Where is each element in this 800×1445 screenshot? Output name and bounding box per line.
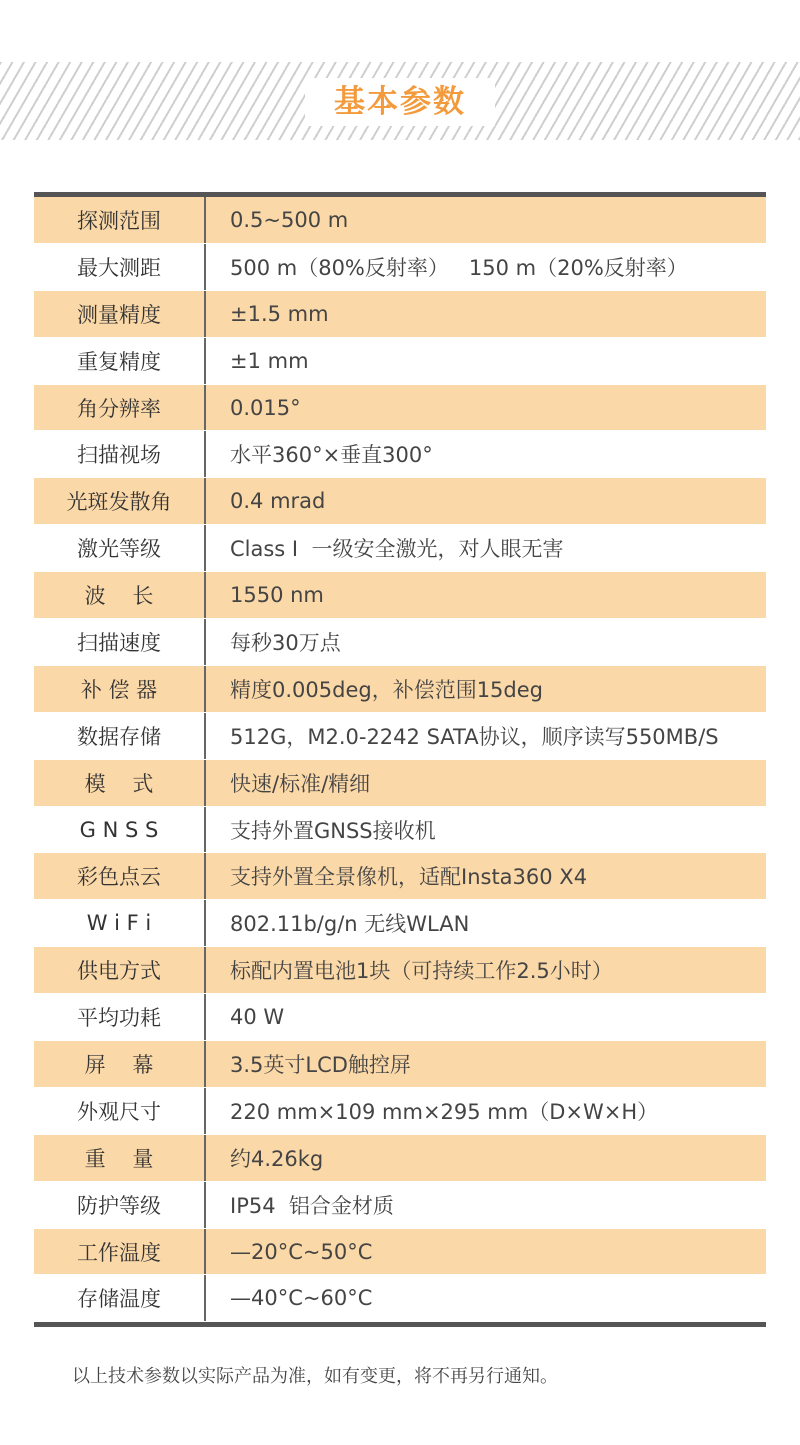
spec-label: 彩色点云 — [34, 853, 206, 899]
spec-row — [34, 291, 766, 338]
spec-row — [34, 1275, 766, 1322]
spec-label: 平均功耗 — [34, 994, 206, 1040]
spec-row — [34, 478, 766, 525]
spec-row — [34, 619, 766, 666]
spec-row — [34, 197, 766, 244]
spec-row — [34, 1182, 766, 1229]
spec-row — [34, 385, 766, 432]
spec-row — [34, 713, 766, 760]
spec-table — [34, 192, 766, 1327]
spec-row — [34, 1088, 766, 1135]
spec-value: 220 mm×109 mm×295 mm（D×W×H） — [230, 1099, 659, 1124]
spec-label: 供电方式 — [34, 947, 206, 993]
spec-row — [34, 994, 766, 1041]
spec-value: 802.11b/g/n 无线WLAN — [230, 912, 470, 937]
spec-value: —20°C~50°C — [230, 1239, 373, 1264]
spec-row — [34, 572, 766, 619]
spec-row — [34, 1229, 766, 1276]
spec-value: Class Ⅰ 一级安全激光，对人眼无害 — [230, 537, 564, 562]
spec-label: 激光等级 — [34, 525, 206, 571]
spec-value: 40 W — [230, 1005, 285, 1030]
spec-value: 支持外置GNSS接收机 — [230, 818, 436, 843]
spec-value: 支持外置全景像机，适配Insta360 X4 — [230, 865, 588, 890]
spec-label: 光斑发散角 — [34, 478, 206, 524]
spec-label: 波 长 — [34, 572, 206, 618]
spec-label: 重 量 — [34, 1135, 206, 1181]
spec-row — [34, 338, 766, 385]
spec-value: 0.015° — [230, 395, 301, 420]
spec-label: W i F i — [34, 900, 206, 946]
spec-value: 3.5英寸LCD触控屏 — [230, 1052, 411, 1077]
spec-value: IP54 铝合金材质 — [230, 1193, 394, 1218]
spec-value: 每秒30万点 — [230, 630, 341, 655]
spec-label: 扫描视场 — [34, 431, 206, 477]
spec-label: 补 偿 器 — [34, 666, 206, 712]
spec-label: 扫描速度 — [34, 619, 206, 665]
spec-value: ±1 mm — [230, 348, 309, 373]
spec-label: G N S S — [34, 807, 206, 853]
spec-value: 0.4 mrad — [230, 489, 326, 514]
spec-label: 模 式 — [34, 760, 206, 806]
spec-value: 精度0.005deg，补偿范围15deg — [230, 677, 543, 702]
spec-label: 最大测距 — [34, 244, 206, 290]
spec-value: 1550 nm — [230, 583, 324, 608]
spec-value: 512G，M2.0-2242 SATA协议，顺序读写550MB/S — [230, 724, 719, 749]
spec-row — [34, 900, 766, 947]
page-title: 基本参数 — [305, 78, 495, 126]
footnote: 以上技术参数以实际产品为准，如有变更，将不再另行通知。 — [72, 1366, 558, 1387]
spec-row — [34, 525, 766, 572]
spec-row — [34, 1135, 766, 1182]
spec-value: ±1.5 mm — [230, 301, 329, 326]
spec-value: —40°C~60°C — [230, 1286, 373, 1311]
spec-label: 重复精度 — [34, 338, 206, 384]
spec-row — [34, 431, 766, 478]
spec-value: 0.5~500 m — [230, 207, 349, 232]
spec-value: 标配内置电池1块（可持续工作2.5小时） — [230, 959, 613, 984]
spec-label: 角分辨率 — [34, 385, 206, 431]
spec-label: 数据存储 — [34, 713, 206, 759]
spec-row — [34, 760, 766, 807]
spec-label: 存储温度 — [34, 1275, 206, 1321]
spec-value: 水平360°×垂直300° — [230, 443, 433, 468]
spec-row — [34, 853, 766, 900]
spec-value: 快速/标准/精细 — [230, 771, 371, 796]
spec-label: 外观尺寸 — [34, 1088, 206, 1134]
spec-label: 探测范围 — [34, 197, 206, 243]
spec-row — [34, 807, 766, 854]
spec-row — [34, 244, 766, 291]
spec-value: 约4.26kg — [230, 1146, 324, 1171]
spec-row — [34, 1041, 766, 1088]
spec-label: 防护等级 — [34, 1182, 206, 1228]
spec-value: 500 m（80%反射率） 150 m（20%反射率） — [230, 255, 688, 280]
spec-row — [34, 947, 766, 994]
spec-label: 测量精度 — [34, 291, 206, 337]
spec-label: 工作温度 — [34, 1229, 206, 1275]
spec-row — [34, 666, 766, 713]
spec-label: 屏 幕 — [34, 1041, 206, 1087]
